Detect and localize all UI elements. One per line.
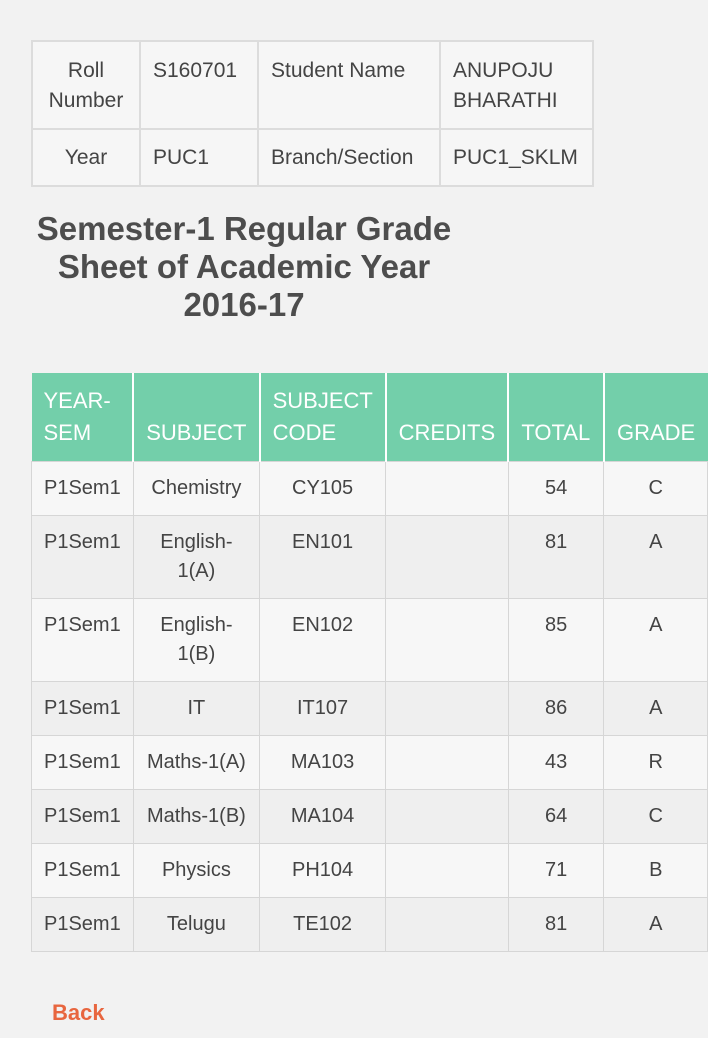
grades-header-row bbox=[32, 373, 708, 462]
student-name-label: Student Name bbox=[258, 41, 440, 129]
page-title: Semester-1 Regular Grade Sheet of Academic Year 2016-17 bbox=[36, 210, 452, 323]
table-row bbox=[32, 898, 708, 952]
cell-subject-code: CY105 bbox=[260, 462, 386, 516]
cell-year-sem: P1Sem1 bbox=[32, 790, 134, 844]
header-total: TOTAL bbox=[508, 373, 604, 462]
cell-credits bbox=[386, 682, 509, 736]
cell-total: 54 bbox=[508, 462, 604, 516]
cell-subject: Chemistry bbox=[133, 462, 259, 516]
cell-total: 86 bbox=[508, 682, 604, 736]
table-row bbox=[32, 736, 708, 790]
branch-section-label: Branch/Section bbox=[258, 129, 440, 186]
student-info-table bbox=[31, 40, 594, 187]
cell-year-sem: P1Sem1 bbox=[32, 682, 134, 736]
table-row bbox=[32, 516, 708, 599]
header-credits: CREDITS bbox=[386, 373, 509, 462]
student-info-row bbox=[32, 129, 593, 186]
cell-subject-code: TE102 bbox=[260, 898, 386, 952]
cell-credits bbox=[386, 736, 509, 790]
cell-subject-code: EN102 bbox=[260, 599, 386, 682]
cell-credits bbox=[386, 516, 509, 599]
cell-grade: A bbox=[604, 599, 708, 682]
cell-grade: R bbox=[604, 736, 708, 790]
cell-subject: English-1(A) bbox=[133, 516, 259, 599]
cell-credits bbox=[386, 462, 509, 516]
cell-year-sem: P1Sem1 bbox=[32, 844, 134, 898]
cell-year-sem: P1Sem1 bbox=[32, 462, 134, 516]
roll-number-value: S160701 bbox=[140, 41, 258, 129]
header-subject: SUBJECT bbox=[133, 373, 259, 462]
cell-grade: A bbox=[604, 516, 708, 599]
student-name-value: ANUPOJU BHARATHI bbox=[440, 41, 593, 129]
cell-subject: IT bbox=[133, 682, 259, 736]
cell-subject: Physics bbox=[133, 844, 259, 898]
year-value: PUC1 bbox=[140, 129, 258, 186]
table-row bbox=[32, 790, 708, 844]
cell-subject: Maths-1(B) bbox=[133, 790, 259, 844]
cell-subject-code: EN101 bbox=[260, 516, 386, 599]
cell-credits bbox=[386, 599, 509, 682]
branch-section-value: PUC1_SKLM bbox=[440, 129, 593, 186]
cell-total: 81 bbox=[508, 516, 604, 599]
cell-grade: A bbox=[604, 898, 708, 952]
header-grade: GRADE bbox=[604, 373, 708, 462]
cell-subject-code: MA103 bbox=[260, 736, 386, 790]
grades-table bbox=[31, 373, 708, 952]
cell-grade: B bbox=[604, 844, 708, 898]
cell-grade: A bbox=[604, 682, 708, 736]
table-row bbox=[32, 682, 708, 736]
cell-subject-code: MA104 bbox=[260, 790, 386, 844]
header-year-sem: YEAR-SEM bbox=[32, 373, 134, 462]
table-row bbox=[32, 462, 708, 516]
roll-number-label: Roll Number bbox=[32, 41, 140, 129]
cell-total: 81 bbox=[508, 898, 604, 952]
cell-credits bbox=[386, 898, 509, 952]
cell-credits bbox=[386, 790, 509, 844]
cell-year-sem: P1Sem1 bbox=[32, 516, 134, 599]
cell-total: 64 bbox=[508, 790, 604, 844]
cell-grade: C bbox=[604, 790, 708, 844]
cell-subject-code: PH104 bbox=[260, 844, 386, 898]
cell-subject: English-1(B) bbox=[133, 599, 259, 682]
cell-credits bbox=[386, 844, 509, 898]
table-row bbox=[32, 599, 708, 682]
cell-total: 71 bbox=[508, 844, 604, 898]
header-subject-code: SUBJECT CODE bbox=[260, 373, 386, 462]
cell-total: 43 bbox=[508, 736, 604, 790]
cell-subject: Maths-1(A) bbox=[133, 736, 259, 790]
cell-total: 85 bbox=[508, 599, 604, 682]
student-info-row bbox=[32, 41, 593, 129]
cell-year-sem: P1Sem1 bbox=[32, 599, 134, 682]
cell-subject-code: IT107 bbox=[260, 682, 386, 736]
cell-subject: Telugu bbox=[133, 898, 259, 952]
cell-grade: C bbox=[604, 462, 708, 516]
back-link[interactable]: Back bbox=[52, 1000, 105, 1025]
table-row bbox=[32, 844, 708, 898]
cell-year-sem: P1Sem1 bbox=[32, 736, 134, 790]
year-label: Year bbox=[32, 129, 140, 186]
cell-year-sem: P1Sem1 bbox=[32, 898, 134, 952]
